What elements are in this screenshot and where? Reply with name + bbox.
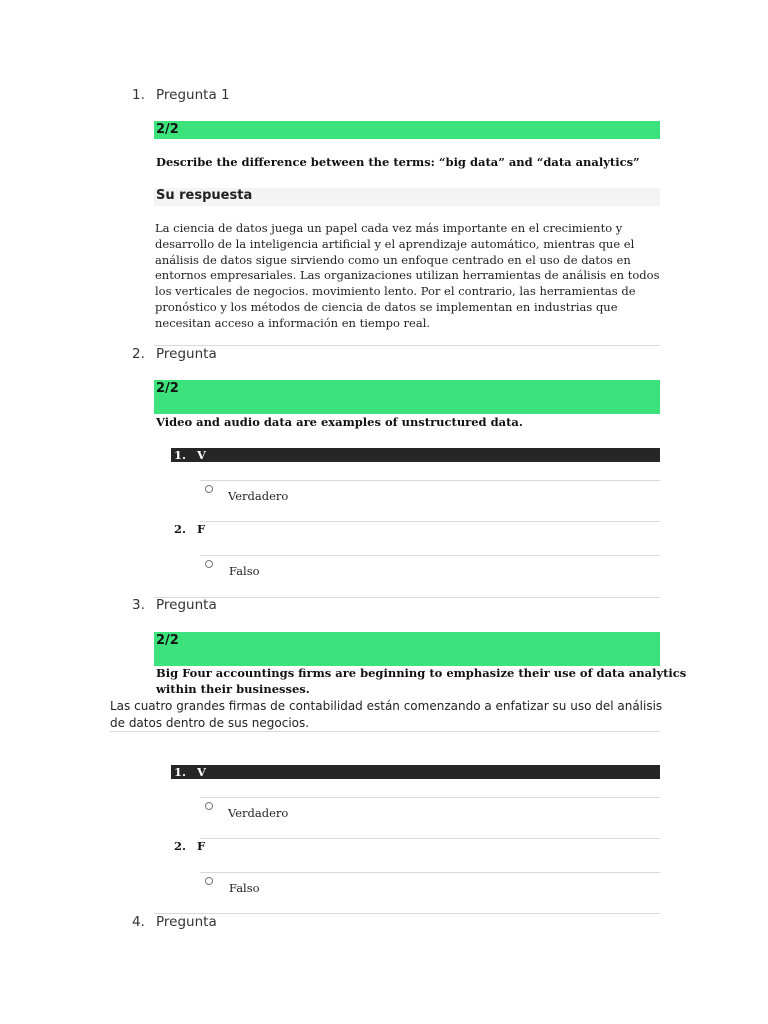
option-letter: V (197, 448, 206, 462)
divider (154, 913, 660, 914)
option-number: 1. (174, 448, 187, 462)
question-number: 1. (132, 87, 145, 103)
option-number: 2. (174, 522, 187, 536)
question-number: 3. (132, 597, 145, 613)
option-letter: F (197, 839, 206, 853)
question-prompt-line: Big Four accountings firms are beginning to emphasize their use of data analytics (156, 666, 687, 680)
option-letter: F (197, 522, 206, 536)
divider (110, 731, 660, 732)
question-number: 2. (132, 346, 145, 362)
divider (154, 345, 660, 346)
option-header-true (171, 448, 660, 462)
question-prompt: Describe the difference between the terms: “big data” and “data analytics” (156, 155, 640, 169)
question-title: Pregunta (156, 597, 217, 613)
option-letter: V (197, 765, 206, 779)
divider (200, 797, 660, 798)
score-badge: 2/2 (154, 121, 660, 139)
radio-button-true[interactable] (205, 802, 213, 810)
option-label-true: Verdadero (228, 489, 289, 503)
divider (200, 838, 660, 839)
score-badge: 2/2 (154, 632, 660, 666)
option-number: 1. (174, 765, 187, 779)
translation-text: Las cuatro grandes firmas de contabilidad están comenzando a enfatizar su uso del análisis de datos dentro de sus negocios. (110, 699, 663, 730)
option-label-false: Falso (229, 881, 260, 895)
score-badge: 2/2 (154, 380, 660, 414)
question-prompt: Video and audio data are examples of unstructured data. (156, 415, 523, 429)
question-number: 4. (132, 914, 145, 930)
divider (154, 597, 660, 598)
option-number: 2. (174, 839, 187, 853)
question-title: Pregunta (156, 346, 217, 362)
divider (200, 521, 660, 522)
radio-button-true[interactable] (205, 485, 213, 493)
divider (200, 480, 660, 481)
question-title: Pregunta (156, 914, 217, 930)
question-prompt-line: within their businesses. (156, 682, 310, 696)
option-label-true: Verdadero (228, 806, 289, 820)
option-header-true (171, 765, 660, 779)
answer-heading: Su respuesta (154, 188, 660, 206)
answer-text: La ciencia de datos juega un papel cada vez más importante en el crecimiento y desarrollo de la inteligencia artificial y el aprendizaje automático, mientras que el análisis de datos sigue sirviendo como un enfoque centrado en el uso de datos en entornos empresariales. Las organizaciones utilizan herramientas de análisis en todos los verticales de negocios. movimiento lento. Por el contrario, las herramientas de pronóstico y los métodos de ciencia de datos se implementan en industrias que necesitan acceso a información en tiempo real. (155, 221, 660, 330)
radio-button-false[interactable] (205, 560, 213, 568)
radio-button-false[interactable] (205, 877, 213, 885)
option-label-false: Falso (229, 564, 260, 578)
question-title: Pregunta 1 (156, 87, 230, 103)
divider (200, 872, 660, 873)
divider (200, 555, 660, 556)
